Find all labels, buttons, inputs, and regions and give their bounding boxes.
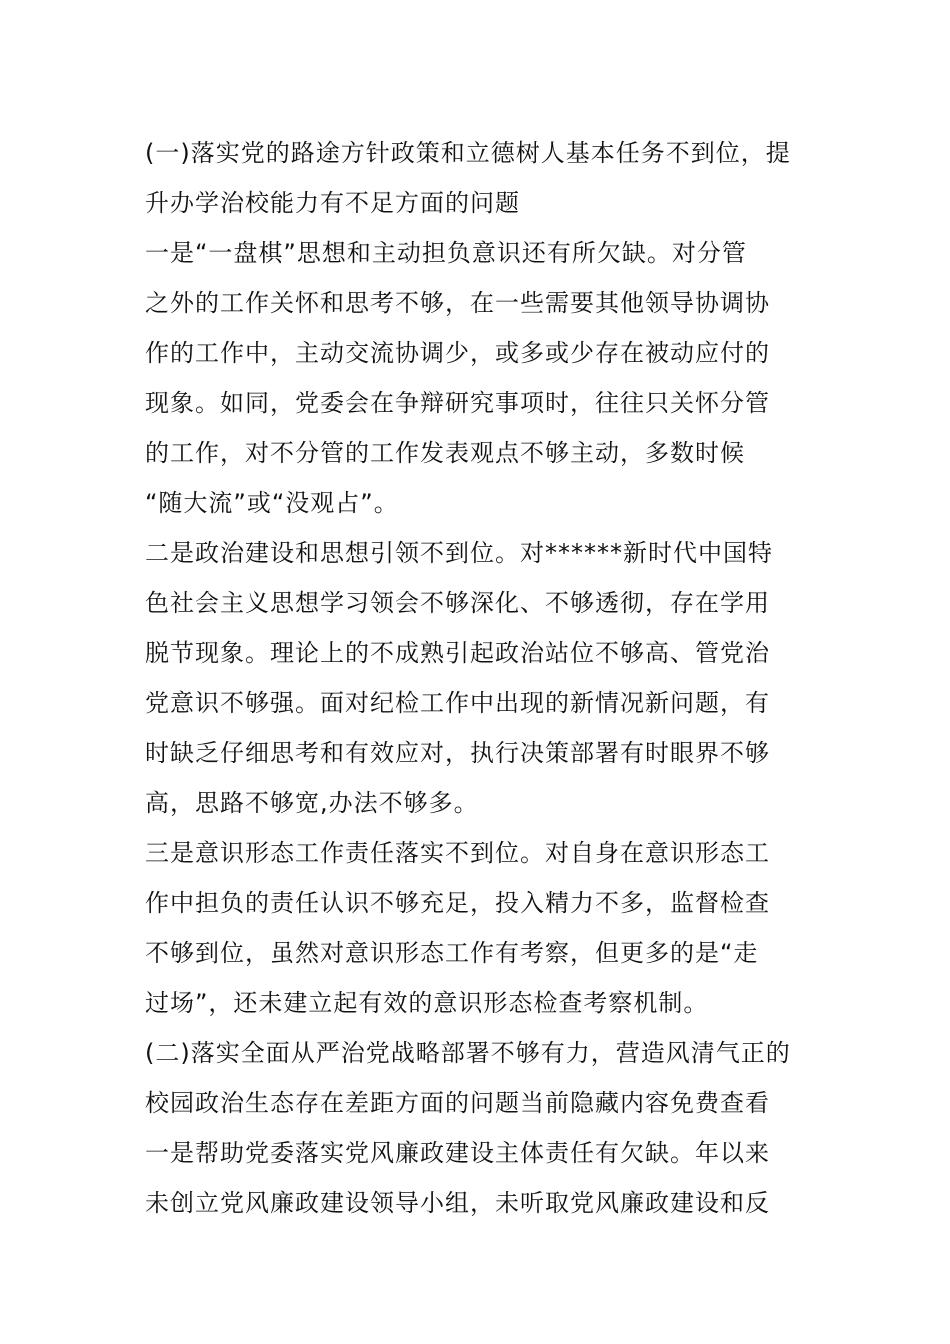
paragraph-2-line-2: 色社会主义思想学习领会不够深化、不够透彻，存在学用	[145, 589, 770, 617]
heading-2-line-2: 校园政治生态存在差距方面的问题当前隐藏内容免费查看	[145, 1089, 770, 1117]
paragraph-1-line-1: 一是“一盘棋”思想和主动担负意识还有所欠缺。对分管	[145, 239, 747, 267]
paragraph-2-line-5: 时缺乏仔细思考和有效应对，执行决策部署有时眼界不够	[145, 739, 770, 767]
heading-1-line-1: (一)落实党的路途方针政策和立德树人基本任务不到位，提	[145, 139, 791, 167]
paragraph-1-line-2: 之外的工作关怀和思考不够，在一些需要其他领导协调协	[145, 289, 770, 317]
paragraph-4-line-2: 未创立党风廉政建设领导小组，未听取党风廉政建设和反	[145, 1189, 770, 1217]
paragraph-3-line-1: 三是意识形态工作责任落实不到位。对自身在意识形态工	[145, 839, 770, 867]
paragraph-1-line-4: 现象。如同，党委会在争辩研究事项时，往往只关怀分管	[145, 389, 770, 417]
paragraph-2-line-6: 高，思路不够宽,办法不够多。	[145, 789, 479, 817]
heading-1-line-2: 升办学治校能力有不足方面的问题	[145, 189, 520, 217]
paragraph-3-line-3: 不够到位，虽然对意识形态工作有考察，但更多的是“走	[145, 939, 759, 967]
paragraph-4-line-1: 一是帮助党委落实党风廉政建设主体责任有欠缺。年以来	[145, 1139, 770, 1167]
paragraph-1-line-5: 的工作，对不分管的工作发表观点不够主动，多数时候	[145, 439, 745, 467]
paragraph-3-line-4: 过场”，还未建立起有效的意识形态检查考察机制。	[145, 989, 709, 1017]
paragraph-2-line-1: 二是政治建设和思想引领不到位。对******新时代中国特	[145, 539, 773, 567]
paragraph-2-line-4: 党意识不够强。面对纪检工作中出现的新情况新问题，有	[145, 689, 770, 717]
heading-2-line-1: (二)落实全面从严治党战略部署不够有力，营造风清气正的	[145, 1039, 791, 1067]
paragraph-3-line-2: 作中担负的责任认识不够充足，投入精力不多，监督检查	[145, 889, 770, 917]
document-body	[145, 128, 810, 1228]
paragraph-1-line-6: “随大流”或“没观占”。	[145, 489, 399, 517]
paragraph-1-line-3: 作的工作中，主动交流协调少，或多或少存在被动应付的	[145, 339, 770, 367]
paragraph-2-line-3: 脱节现象。理论上的不成熟引起政治站位不够高、管党治	[145, 639, 770, 667]
